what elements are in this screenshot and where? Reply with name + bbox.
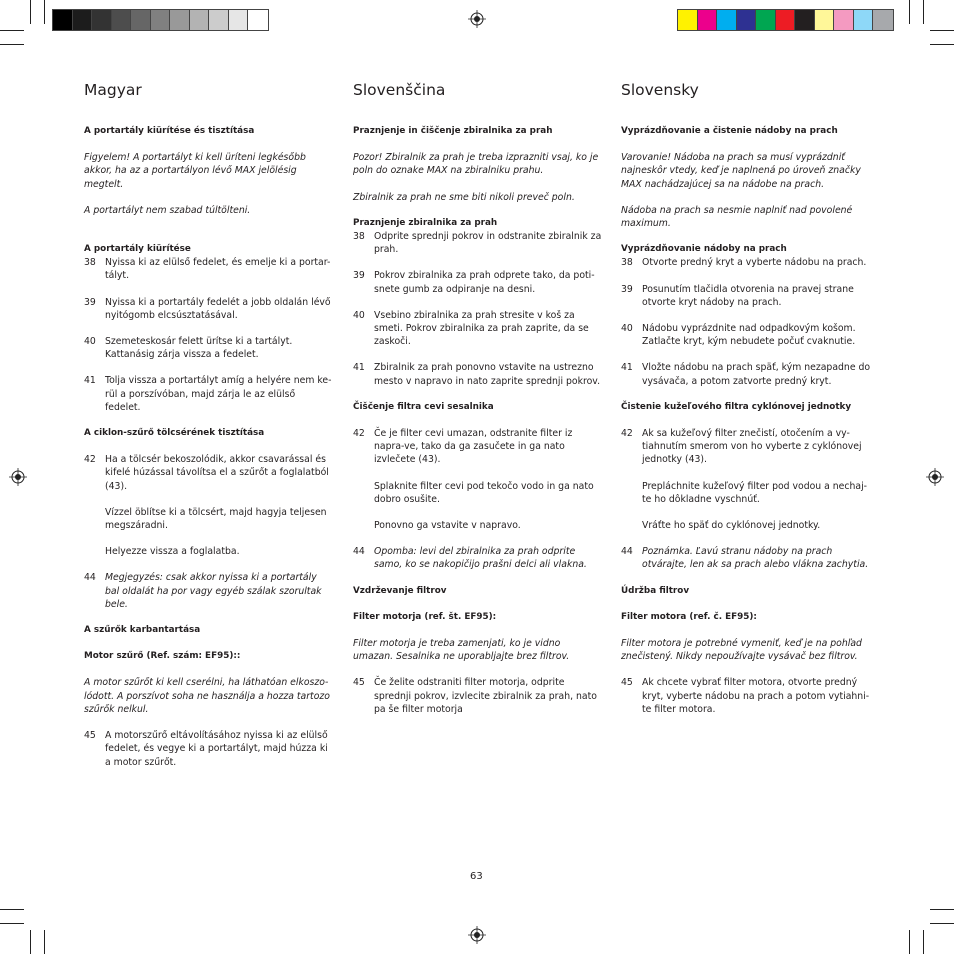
column-title: Slovensky (621, 81, 699, 99)
section-heading: A ciklon-szűrő tölcsérének tisztítása (84, 428, 265, 439)
section-heading: Vzdrževanje filtrov (353, 585, 447, 596)
step-text: Zbiralnik za prah ponovno vstavite na ustrezno mesto v napravo in nato zaprite sprednji pokrov. (374, 362, 601, 387)
spacer (84, 283, 332, 296)
crop-mark (923, 930, 924, 954)
section-heading: Vyprázdňovanie nádoby na prach (621, 244, 787, 255)
step-continuation: Ponovno ga vstavite v napravo. (374, 520, 521, 532)
step-text: Poznámka. Ľavú stranu nádoby na prach otvárajte, len ak sa prach alebo vlákna zachytia. (642, 546, 869, 571)
spacer (353, 388, 603, 401)
step-continuation: Helyezze vissza a foglalatba. (105, 546, 240, 558)
section-heading: Vyprázdňovanie a čistenie nádoby na prach (621, 126, 838, 136)
color-swatch (737, 10, 757, 30)
section-heading: Filter motora (ref. č. EF95): (621, 611, 757, 622)
section-heading: Filter motorja (ref. št. EF95): (353, 611, 497, 622)
warning-note: Varovanie! Nádoba na prach sa musí vyprázdniť najneskôr vtedy, keď je naplnená po úroveň značky MAX nachádzajúcej sa na nádobe na prach. (621, 152, 861, 190)
step-text: Ak chcete vybrať filter motora, otvorte predný kryt, vyberte nádobu na prach a potom vytiahni-te filter motora. (642, 677, 870, 715)
warning-note: Pozor! Zbiralnik za prah je treba izprazniti vsaj, ko je poln do oznake MAX na zbiralniku prahu. (353, 152, 599, 177)
section-heading: A szűrők karbantartása (84, 625, 201, 636)
numbered-step (621, 676, 871, 716)
warning-note: Filter motora je potrebné vymeniť, keď je na pohľad znečistený. Nikdy nepoužívajte vysávač bez filtrov. (621, 638, 862, 663)
section-heading: Údržba filtrov (621, 585, 690, 596)
section-heading: Čistenie kužeľového filtra cyklónovej jednotky (621, 401, 852, 412)
numbered-step (353, 676, 603, 716)
step-text: Otvorte predný kryt a vyberte nádobu na prach. (642, 257, 867, 269)
step-number: 45 (84, 730, 96, 742)
numbered-step (621, 283, 871, 309)
numbered-step (353, 230, 603, 256)
spacer (84, 716, 332, 729)
spacer (353, 348, 603, 361)
step-continuation: Splaknite filter cevi pod tekočo vodo in ga nato dobro osušite. (374, 480, 594, 505)
spacer (353, 296, 603, 309)
crop-mark (909, 930, 910, 954)
step-text: Nyissa ki a portartály fedelét a jobb oldalán lévő nyitógomb elcsúsztatásával. (105, 296, 331, 321)
spacer (84, 637, 332, 650)
spacer (621, 230, 871, 243)
color-swatch (190, 10, 210, 30)
spacer (621, 663, 871, 676)
numbered-step (84, 296, 332, 322)
grayscale-calibration-bar (52, 9, 269, 31)
step-text: Tolja vissza a portartályt amíg a helyére nem ke-rül a porszívóban, majd zárja le az elülső fedelet. (105, 375, 332, 413)
color-swatch (717, 10, 737, 30)
spacer (621, 572, 871, 585)
spacer (621, 506, 871, 519)
step-text: Vsebino zbiralnika za prah stresite v koš za smeti. Pokrov zbiralnika za prah zaprite, da se zaskoči. (374, 309, 589, 348)
step-number: 42 (353, 428, 365, 440)
step-number: 44 (353, 546, 365, 558)
step-text: Če želite odstraniti filter motorja, odprite sprednji pokrov, izvlecite zbiralnik za prah, nato pa še filter motorja (374, 677, 597, 715)
spacer (84, 217, 332, 243)
step-text: Megjegyzés: csak akkor nyissa ki a portartály bal oldalát ha por vagy egyéb szálak szorultak bele. (105, 572, 322, 610)
step-number: 38 (353, 231, 365, 243)
spacer (84, 663, 332, 676)
registration-mark-icon (468, 926, 486, 944)
spacer (84, 440, 332, 453)
spacer (621, 191, 871, 204)
spacer (353, 598, 603, 611)
numbered-step (84, 571, 332, 611)
section-heading: Praznjenje in čiščenje zbiralnika za prah (353, 126, 553, 136)
color-swatch (73, 10, 93, 30)
crop-mark (0, 909, 24, 910)
color-swatch (53, 10, 73, 30)
step-number: 39 (84, 296, 96, 308)
crop-mark (909, 0, 910, 24)
spacer (353, 624, 603, 637)
numbered-step (621, 545, 871, 571)
color-swatch (151, 10, 171, 30)
color-swatch (112, 10, 132, 30)
step-number: 41 (353, 362, 365, 374)
spacer (84, 532, 332, 545)
numbered-step (621, 322, 871, 348)
color-swatch (248, 10, 268, 30)
color-swatch (678, 10, 698, 30)
spacer (84, 322, 332, 335)
spacer (621, 598, 871, 611)
crop-mark (930, 30, 954, 31)
column-magyar (84, 80, 332, 769)
step-number: 39 (621, 283, 633, 295)
color-swatch (229, 10, 249, 30)
step-continuation: Prepláchnite kužeľový filter pod vodou a nechaj-te ho dôkladne vyschnúť. (642, 480, 868, 505)
crop-mark (0, 30, 24, 31)
spacer (84, 138, 332, 151)
step-number: 41 (621, 362, 633, 374)
step-continuation: Vízzel öblítse ki a tölcsért, majd hagyja teljesen megszáradni. (105, 506, 327, 532)
crop-mark (44, 930, 45, 954)
color-swatch (698, 10, 718, 30)
step-number: 40 (621, 323, 633, 335)
spacer (84, 611, 332, 624)
step-number: 42 (84, 454, 96, 466)
color-swatch (131, 10, 151, 30)
color-swatch (776, 10, 796, 30)
spacer (621, 348, 871, 361)
registration-mark-icon (468, 10, 486, 28)
color-swatch (92, 10, 112, 30)
spacer (621, 467, 871, 480)
crop-mark (0, 44, 24, 45)
spacer (84, 361, 332, 374)
crop-mark (0, 923, 24, 924)
step-text: Nyissa ki az elülső fedelet, és emelje ki a portar-tályt. (105, 257, 331, 282)
spacer (84, 191, 332, 204)
spacer (353, 256, 603, 269)
color-swatch (795, 10, 815, 30)
spacer (621, 388, 871, 401)
step-text: Nádobu vyprázdnite nad odpadkovým košom. Zatlačte kryt, kým nebudete počuť cvaknutie. (642, 323, 856, 348)
step-text: Pokrov zbiralnika za prah odprete tako, da poti-snete gumb za odpiranje na desni. (374, 270, 595, 295)
step-text: Ha a tölcsér bekoszolódik, akkor csavarással és kifelé húzással távolítsa el a szűrőt a foglalatból (43). (105, 454, 329, 492)
numbered-step (84, 453, 332, 493)
warning-note: Nádoba na prach sa nesmie naplniť nad povolené maximum. (621, 204, 853, 230)
step-number: 39 (353, 270, 365, 282)
page-number: 63 (470, 871, 483, 882)
step-number: 42 (621, 428, 633, 440)
numbered-step (353, 309, 603, 349)
column-slovensky (621, 80, 871, 716)
crop-mark (30, 930, 31, 954)
numbered-step (353, 269, 603, 295)
step-number: 40 (84, 336, 96, 348)
warning-note: A motor szűrőt ki kell cserélni, ha láthatóan elkoszo-lódott. A porszívot soha ne használja a hozza tartozo szűrők nelkul. (84, 677, 330, 715)
step-text: Szemeteskosár felett ürítse ki a tartályt. Kattanásig zárja vissza a fedelet. (105, 336, 293, 361)
color-swatch (834, 10, 854, 30)
spacer (84, 414, 332, 427)
color-swatch (854, 10, 874, 30)
step-number: 40 (353, 309, 365, 321)
registration-mark-icon (926, 468, 944, 486)
spacer (353, 204, 603, 217)
step-text: Odprite sprednji pokrov in odstranite zbiralnik za prah. (374, 231, 602, 256)
warning-note: Zbiralnik za prah ne sme biti nikoli preveč poln. (353, 191, 575, 203)
color-swatch (170, 10, 190, 30)
step-continuation: Vráťte ho späť do cyklónovej jednotky. (642, 520, 821, 532)
crop-mark (923, 0, 924, 24)
crop-mark (930, 923, 954, 924)
step-text: Če je filter cevi umazan, odstranite filter iz napra-ve, tako da ga zasučete in ga nato izvlečete (43). (374, 428, 573, 466)
spacer (621, 532, 871, 545)
step-number: 44 (84, 572, 96, 584)
numbered-step (621, 361, 871, 387)
crop-mark (30, 0, 31, 24)
step-text: Ak sa kužeľový filter znečistí, otočením a vy-tiahnutím smerom von ho vyberte z cyklónovej jednotky (43). (642, 428, 862, 466)
color-swatch (873, 10, 893, 30)
spacer (621, 414, 871, 427)
section-heading: A portartály kiürítése (84, 244, 191, 255)
step-number: 38 (621, 257, 633, 269)
spacer (353, 572, 603, 585)
color-calibration-bar (677, 9, 894, 31)
warning-note: Figyelem! A portartályt ki kell üríteni legkésőbb akkor, ha az a portartályon lévő MAX jelölésig megtelt. (84, 152, 306, 190)
spacer (621, 624, 871, 637)
column-title: Magyar (84, 81, 142, 99)
step-text: Opomba: levi del zbiralnika za prah odprite samo, ko se nakopičijo prašni delci ali vlakna. (374, 546, 587, 571)
step-number: 45 (621, 677, 633, 689)
column-title: Slovenščina (353, 81, 446, 99)
spacer (84, 558, 332, 571)
crop-mark (930, 44, 954, 45)
numbered-step (353, 361, 603, 387)
spacer (84, 493, 332, 506)
column-slovenscina (353, 80, 603, 716)
spacer (353, 663, 603, 676)
spacer (353, 532, 603, 545)
crop-mark (44, 0, 45, 24)
numbered-step (621, 427, 871, 467)
color-swatch (815, 10, 835, 30)
spacer (353, 414, 603, 427)
step-number: 38 (84, 257, 96, 269)
registration-mark-icon (9, 468, 27, 486)
color-swatch (756, 10, 776, 30)
spacer (353, 506, 603, 519)
step-number: 41 (84, 375, 96, 387)
numbered-step (84, 256, 332, 282)
numbered-step (353, 545, 603, 571)
section-heading: A portartály kiürítése és tisztítása (84, 126, 255, 136)
warning-note: A portartályt nem szabad túltölteni. (84, 204, 251, 216)
section-heading: Čiščenje filtra cevi sesalnika (353, 401, 494, 412)
spacer (621, 138, 871, 151)
numbered-step (84, 374, 332, 414)
section-heading: Praznjenje zbiralnika za prah (353, 217, 498, 228)
spacer (353, 138, 603, 151)
numbered-step (621, 256, 871, 269)
numbered-step (84, 335, 332, 361)
spacer (621, 270, 871, 283)
step-text: Posunutím tlačidla otvorenia na pravej strane otvorte kryt nádoby na prach. (642, 283, 854, 308)
color-swatch (209, 10, 229, 30)
spacer (353, 467, 603, 480)
spacer (353, 178, 603, 191)
step-number: 45 (353, 677, 365, 689)
warning-note: Filter motorja je treba zamenjati, ko je vidno umazan. Sesalnika ne uporabljajte brez filtrov. (353, 638, 570, 663)
spacer (621, 309, 871, 322)
step-number: 44 (621, 546, 633, 558)
step-text: Vložte nádobu na prach späť, kým nezapadne do vysávača, a potom zatvorte predný kryt. (642, 362, 871, 387)
crop-mark (930, 909, 954, 910)
numbered-step (353, 427, 603, 467)
numbered-step (84, 729, 332, 769)
step-text: A motorszűrő eltávolításához nyissa ki az elülső fedelet, és vegye ki a portartályt, majd húzza ki a motor szűrőt. (105, 730, 328, 768)
section-heading: Motor szűrő (Ref. szám: EF95):: (84, 651, 241, 662)
